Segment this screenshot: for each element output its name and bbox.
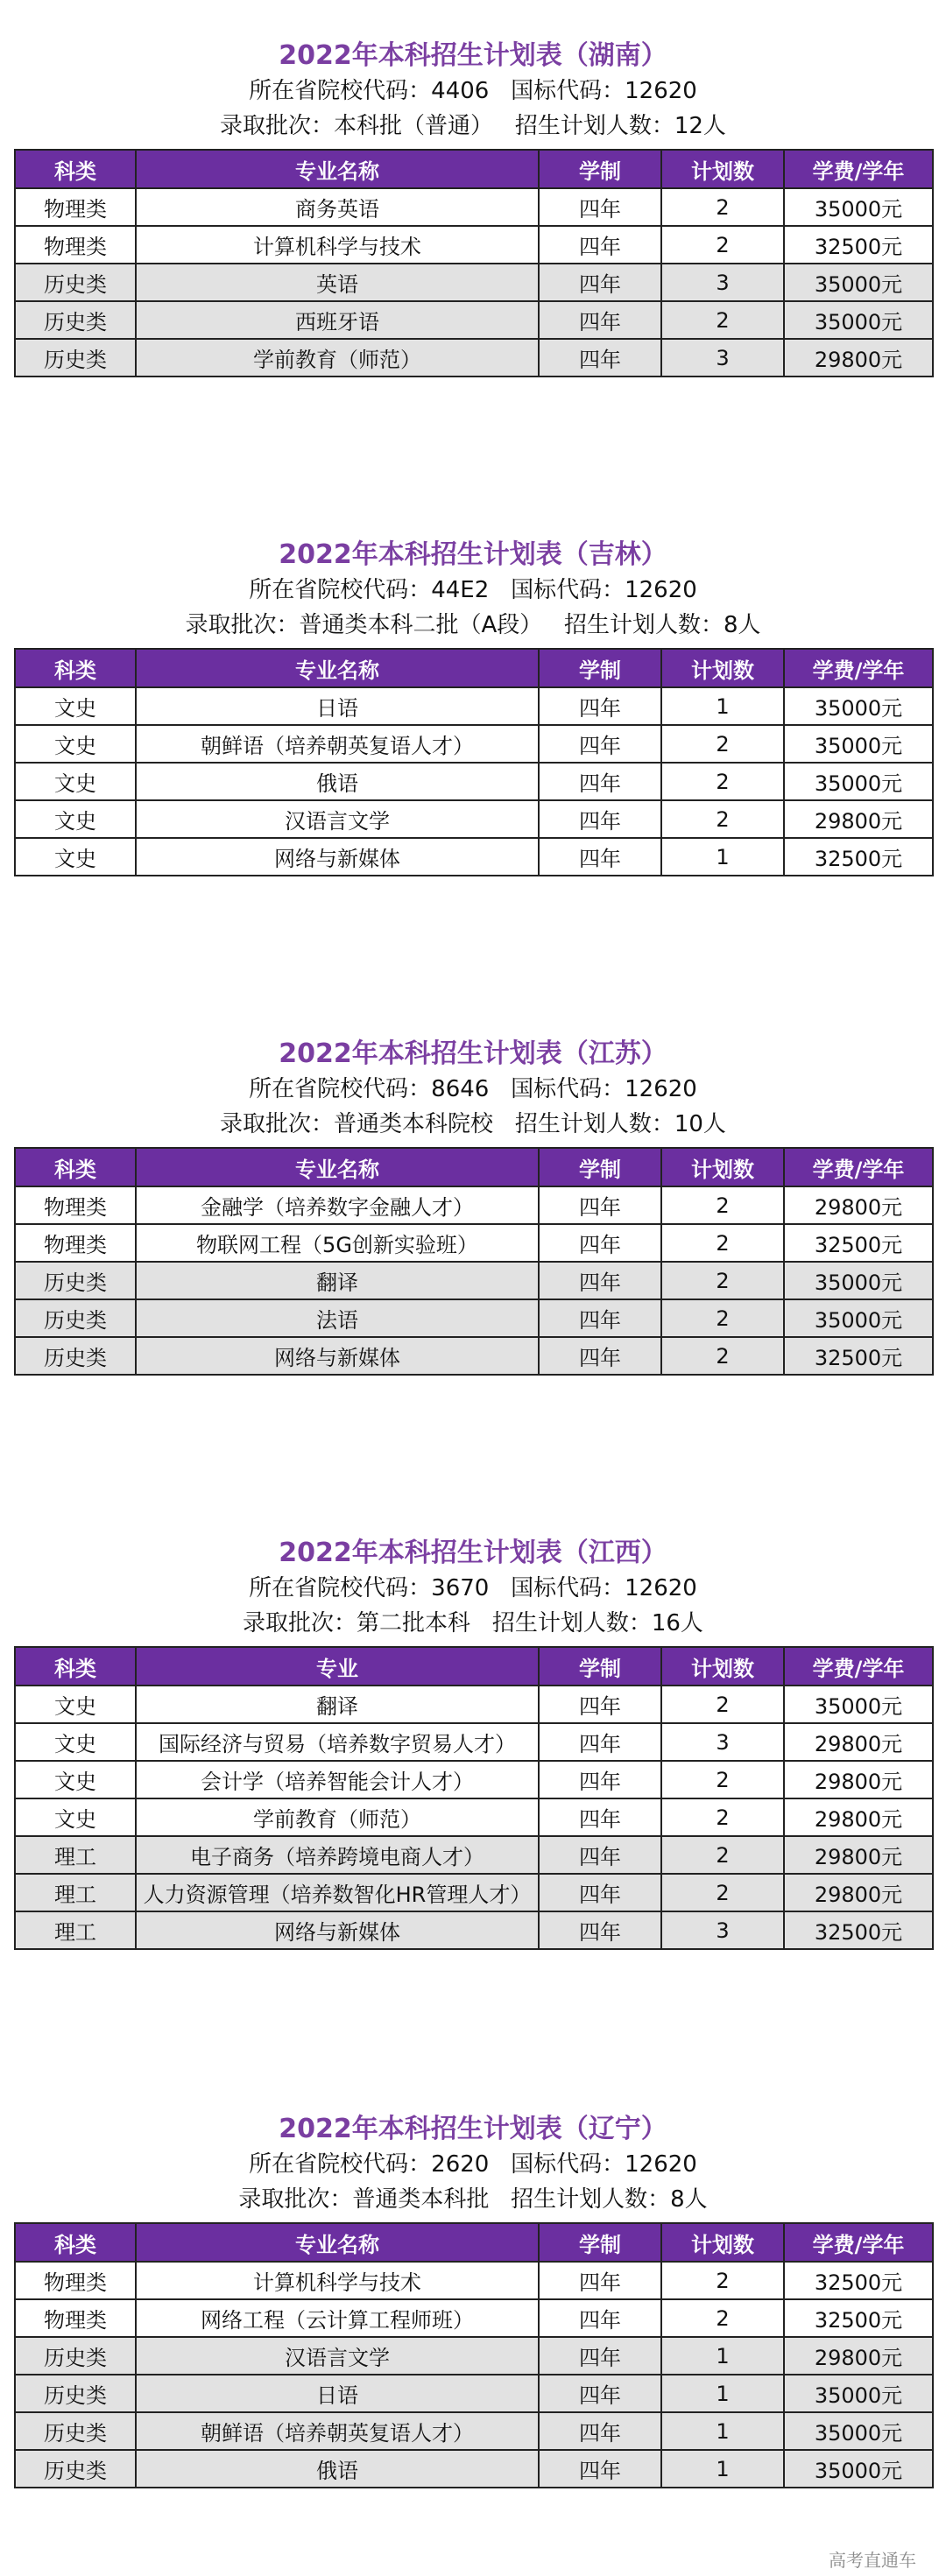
- table-row: [15, 188, 933, 226]
- table-cell: 文史: [15, 1761, 136, 1798]
- school-code-text: 所在省院校代码：44E2 国标代码：12620: [249, 577, 697, 603]
- school-code-line: [0, 1072, 946, 1107]
- plan-section-jiangsu: [0, 1037, 946, 1376]
- table-cell: 网络与新媒体: [136, 838, 539, 876]
- table-cell: 日语: [136, 687, 539, 725]
- table-cell: 2: [661, 1836, 784, 1874]
- school-code-text: 所在省院校代码：4406 国标代码：12620: [249, 78, 697, 104]
- table-cell: 学前教育（师范）: [136, 1798, 539, 1836]
- admission-batch-line: [0, 109, 946, 144]
- table-row: [15, 687, 933, 725]
- table-cell: 四年: [539, 725, 661, 763]
- column-header: 学费/学年: [784, 649, 933, 687]
- table-cell: 32500元: [784, 1224, 933, 1262]
- table-cell: 网络与新媒体: [136, 1911, 539, 1949]
- table-cell: 1: [661, 687, 784, 725]
- table-cell: 文史: [15, 725, 136, 763]
- plan-title: 2022年本科招生计划表（吉林）: [279, 539, 667, 570]
- table-cell: 四年: [539, 2262, 661, 2299]
- table-row: [15, 1337, 933, 1375]
- table-cell: 文史: [15, 800, 136, 838]
- table-cell: 汉语言文学: [136, 2337, 539, 2375]
- table-header-row: [15, 150, 933, 188]
- plan-title: 2022年本科招生计划表（辽宁）: [279, 2114, 667, 2144]
- table-cell: 35000元: [784, 1686, 933, 1723]
- table-cell: 32500元: [784, 226, 933, 264]
- table-cell: 2: [661, 2262, 784, 2299]
- table-row: [15, 1299, 933, 1337]
- table-cell: 物理类: [15, 1224, 136, 1262]
- table-cell: 29800元: [784, 1186, 933, 1224]
- table-cell: 会计学（培养智能会计人才）: [136, 1761, 539, 1798]
- table-cell: 3: [661, 264, 784, 301]
- table-cell: 西班牙语: [136, 301, 539, 339]
- plan-title: 2022年本科招生计划表（湖南）: [279, 40, 667, 71]
- table-cell: 历史类: [15, 339, 136, 377]
- table-cell: 历史类: [15, 1262, 136, 1299]
- table-cell: 32500元: [784, 2262, 933, 2299]
- table-row: [15, 1186, 933, 1224]
- column-header: 科类: [15, 1647, 136, 1686]
- table-cell: 理工: [15, 1836, 136, 1874]
- table-row: [15, 264, 933, 301]
- table-cell: 理工: [15, 1874, 136, 1911]
- watermark-text: 高考直通车: [829, 2550, 916, 2571]
- table-cell: 2: [661, 188, 784, 226]
- table-cell: 文史: [15, 1686, 136, 1723]
- table-cell: 物理类: [15, 1186, 136, 1224]
- table-row: [15, 301, 933, 339]
- table-cell: 3: [661, 339, 784, 377]
- table-cell: 翻译: [136, 1686, 539, 1723]
- table-cell: 29800元: [784, 800, 933, 838]
- table-cell: 文史: [15, 1723, 136, 1761]
- table-cell: 1: [661, 2375, 784, 2412]
- table-cell: 2: [661, 1262, 784, 1299]
- column-header: 计划数: [661, 2223, 784, 2262]
- table-cell: 29800元: [784, 1874, 933, 1911]
- table-header-row: [15, 1647, 933, 1686]
- table-cell: 法语: [136, 1299, 539, 1337]
- table-cell: 日语: [136, 2375, 539, 2412]
- table-row: [15, 800, 933, 838]
- admission-batch-text: 录取批次：普通类本科批 招生计划人数：8人: [238, 2186, 708, 2213]
- table-cell: 2: [661, 1299, 784, 1337]
- table-cell: 2: [661, 1224, 784, 1262]
- table-row: [15, 2262, 933, 2299]
- table-cell: 1: [661, 838, 784, 876]
- admission-batch-line: [0, 2182, 946, 2217]
- table-row: [15, 1686, 933, 1723]
- column-header: 学制: [539, 1647, 661, 1686]
- table-cell: 35000元: [784, 188, 933, 226]
- table-row: [15, 1761, 933, 1798]
- column-header: 学制: [539, 649, 661, 687]
- table-row: [15, 226, 933, 264]
- table-cell: 历史类: [15, 2450, 136, 2488]
- plan-section-liaoning: [0, 2112, 946, 2488]
- table-cell: 32500元: [784, 1337, 933, 1375]
- column-header: 学费/学年: [784, 1148, 933, 1186]
- table-cell: 35000元: [784, 1262, 933, 1299]
- table-cell: 35000元: [784, 2412, 933, 2450]
- table-cell: 四年: [539, 800, 661, 838]
- column-header: 计划数: [661, 150, 784, 188]
- column-header: 科类: [15, 150, 136, 188]
- table-cell: 29800元: [784, 2337, 933, 2375]
- table-cell: 2: [661, 1186, 784, 1224]
- table-cell: 29800元: [784, 1761, 933, 1798]
- table-cell: 汉语言文学: [136, 800, 539, 838]
- table-cell: 物理类: [15, 2299, 136, 2337]
- plan-title: 2022年本科招生计划表（江西）: [279, 1538, 667, 1568]
- admission-batch-text: 录取批次：本科批（普通） 招生计划人数：12人: [220, 113, 726, 139]
- table-cell: 29800元: [784, 339, 933, 377]
- table-cell: 四年: [539, 838, 661, 876]
- table-row: [15, 1723, 933, 1761]
- table-cell: 物理类: [15, 226, 136, 264]
- table-cell: 四年: [539, 1224, 661, 1262]
- table-cell: 3: [661, 1723, 784, 1761]
- table-cell: 2: [661, 2299, 784, 2337]
- table-row: [15, 725, 933, 763]
- column-header: 科类: [15, 649, 136, 687]
- column-header: 学费/学年: [784, 150, 933, 188]
- table-cell: 国际经济与贸易（培养数字贸易人才）: [136, 1723, 539, 1761]
- table-cell: 文史: [15, 838, 136, 876]
- table-cell: 3: [661, 1911, 784, 1949]
- plan-table: [14, 2222, 934, 2488]
- school-code-line: [0, 2147, 946, 2182]
- table-cell: 历史类: [15, 2375, 136, 2412]
- table-cell: 35000元: [784, 2450, 933, 2488]
- table-cell: 四年: [539, 1262, 661, 1299]
- table-cell: 32500元: [784, 838, 933, 876]
- table-cell: 32500元: [784, 2299, 933, 2337]
- table-cell: 1: [661, 2337, 784, 2375]
- table-row: [15, 2375, 933, 2412]
- school-code-text: 所在省院校代码：2620 国标代码：12620: [249, 2151, 697, 2178]
- plan-section-jiangxi: [0, 1536, 946, 1950]
- admission-batch-line: [0, 608, 946, 643]
- table-cell: 历史类: [15, 2412, 136, 2450]
- school-code-line: [0, 74, 946, 109]
- table-cell: 四年: [539, 1299, 661, 1337]
- table-cell: 翻译: [136, 1262, 539, 1299]
- table-row: [15, 2450, 933, 2488]
- column-header: 计划数: [661, 1647, 784, 1686]
- school-code-text: 所在省院校代码：3670 国标代码：12620: [249, 1575, 697, 1601]
- column-header: 专业名称: [136, 150, 539, 188]
- table-cell: 35000元: [784, 687, 933, 725]
- plan-table: [14, 1646, 934, 1950]
- table-cell: 四年: [539, 2450, 661, 2488]
- table-cell: 四年: [539, 1186, 661, 1224]
- table-cell: 2: [661, 1798, 784, 1836]
- table-cell: 物联网工程（5G创新实验班）: [136, 1224, 539, 1262]
- table-cell: 35000元: [784, 301, 933, 339]
- table-header-row: [15, 1148, 933, 1186]
- table-cell: 32500元: [784, 1911, 933, 1949]
- column-header: 学费/学年: [784, 2223, 933, 2262]
- table-cell: 四年: [539, 226, 661, 264]
- column-header: 专业: [136, 1647, 539, 1686]
- school-code-text: 所在省院校代码：8646 国标代码：12620: [249, 1076, 697, 1102]
- column-header: 学制: [539, 150, 661, 188]
- table-cell: 计算机科学与技术: [136, 226, 539, 264]
- plan-section-hunan: [0, 39, 946, 377]
- column-header: 学制: [539, 1148, 661, 1186]
- table-cell: 四年: [539, 1911, 661, 1949]
- plan-section-jilin: [0, 538, 946, 876]
- table-cell: 29800元: [784, 1723, 933, 1761]
- table-cell: 四年: [539, 1761, 661, 1798]
- table-cell: 29800元: [784, 1798, 933, 1836]
- table-cell: 历史类: [15, 2337, 136, 2375]
- table-cell: 35000元: [784, 1299, 933, 1337]
- plan-title: 2022年本科招生计划表（江苏）: [279, 1038, 667, 1069]
- table-cell: 2: [661, 1686, 784, 1723]
- plan-table: [14, 149, 934, 377]
- table-cell: 英语: [136, 264, 539, 301]
- column-header: 专业名称: [136, 1148, 539, 1186]
- table-cell: 2: [661, 1874, 784, 1911]
- table-cell: 历史类: [15, 1337, 136, 1375]
- table-cell: 29800元: [784, 1836, 933, 1874]
- table-cell: 2: [661, 763, 784, 800]
- table-row: [15, 2337, 933, 2375]
- column-header: 科类: [15, 2223, 136, 2262]
- table-cell: 1: [661, 2412, 784, 2450]
- table-cell: 四年: [539, 2375, 661, 2412]
- table-cell: 计算机科学与技术: [136, 2262, 539, 2299]
- table-cell: 四年: [539, 1686, 661, 1723]
- table-cell: 四年: [539, 2299, 661, 2337]
- table-cell: 朝鲜语（培养朝英复语人才）: [136, 2412, 539, 2450]
- table-cell: 学前教育（师范）: [136, 339, 539, 377]
- table-cell: 朝鲜语（培养朝英复语人才）: [136, 725, 539, 763]
- table-row: [15, 1874, 933, 1911]
- table-cell: 四年: [539, 687, 661, 725]
- table-cell: 物理类: [15, 188, 136, 226]
- table-cell: 2: [661, 226, 784, 264]
- admission-batch-line: [0, 1107, 946, 1142]
- table-cell: 人力资源管理（培养数智化HR管理人才）: [136, 1874, 539, 1911]
- table-cell: 2: [661, 1337, 784, 1375]
- table-row: [15, 838, 933, 876]
- table-cell: 四年: [539, 1836, 661, 1874]
- table-row: [15, 1224, 933, 1262]
- table-cell: 四年: [539, 763, 661, 800]
- table-cell: 1: [661, 2450, 784, 2488]
- table-cell: 文史: [15, 1798, 136, 1836]
- table-cell: 35000元: [784, 2375, 933, 2412]
- table-cell: 2: [661, 1761, 784, 1798]
- table-cell: 四年: [539, 1874, 661, 1911]
- column-header: 计划数: [661, 649, 784, 687]
- table-cell: 四年: [539, 2412, 661, 2450]
- table-cell: 四年: [539, 188, 661, 226]
- table-cell: 商务英语: [136, 188, 539, 226]
- table-cell: 四年: [539, 1337, 661, 1375]
- column-header: 学费/学年: [784, 1647, 933, 1686]
- table-row: [15, 2412, 933, 2450]
- column-header: 专业名称: [136, 2223, 539, 2262]
- table-cell: 文史: [15, 763, 136, 800]
- table-cell: 物理类: [15, 2262, 136, 2299]
- table-cell: 历史类: [15, 264, 136, 301]
- table-cell: 2: [661, 800, 784, 838]
- admission-batch-text: 录取批次：第二批本科 招生计划人数：16人: [243, 1610, 703, 1636]
- table-header-row: [15, 649, 933, 687]
- plan-table: [14, 1147, 934, 1376]
- column-header: 计划数: [661, 1148, 784, 1186]
- table-row: [15, 1262, 933, 1299]
- table-cell: 2: [661, 725, 784, 763]
- table-cell: 历史类: [15, 1299, 136, 1337]
- table-cell: 四年: [539, 339, 661, 377]
- table-header-row: [15, 2223, 933, 2262]
- table-cell: 四年: [539, 2337, 661, 2375]
- table-cell: 35000元: [784, 264, 933, 301]
- table-cell: 网络工程（云计算工程师班）: [136, 2299, 539, 2337]
- table-row: [15, 2299, 933, 2337]
- table-cell: 35000元: [784, 763, 933, 800]
- table-cell: 四年: [539, 1798, 661, 1836]
- admission-batch-text: 录取批次：普通类本科院校 招生计划人数：10人: [220, 1111, 726, 1137]
- table-cell: 金融学（培养数字金融人才）: [136, 1186, 539, 1224]
- table-cell: 文史: [15, 687, 136, 725]
- table-row: [15, 339, 933, 377]
- table-row: [15, 1798, 933, 1836]
- table-cell: 四年: [539, 1723, 661, 1761]
- table-cell: 历史类: [15, 301, 136, 339]
- table-cell: 电子商务（培养跨境电商人才）: [136, 1836, 539, 1874]
- table-cell: 俄语: [136, 763, 539, 800]
- table-cell: 2: [661, 301, 784, 339]
- plan-table: [14, 648, 934, 876]
- table-cell: 理工: [15, 1911, 136, 1949]
- table-cell: 35000元: [784, 725, 933, 763]
- table-row: [15, 763, 933, 800]
- school-code-line: [0, 573, 946, 608]
- table-row: [15, 1911, 933, 1949]
- school-code-line: [0, 1571, 946, 1606]
- admission-batch-line: [0, 1606, 946, 1641]
- table-row: [15, 1836, 933, 1874]
- table-cell: 俄语: [136, 2450, 539, 2488]
- column-header: 科类: [15, 1148, 136, 1186]
- table-cell: 网络与新媒体: [136, 1337, 539, 1375]
- column-header: 专业名称: [136, 649, 539, 687]
- table-cell: 四年: [539, 301, 661, 339]
- table-cell: 四年: [539, 264, 661, 301]
- column-header: 学制: [539, 2223, 661, 2262]
- admission-batch-text: 录取批次：普通类本科二批（A段） 招生计划人数：8人: [185, 612, 761, 638]
